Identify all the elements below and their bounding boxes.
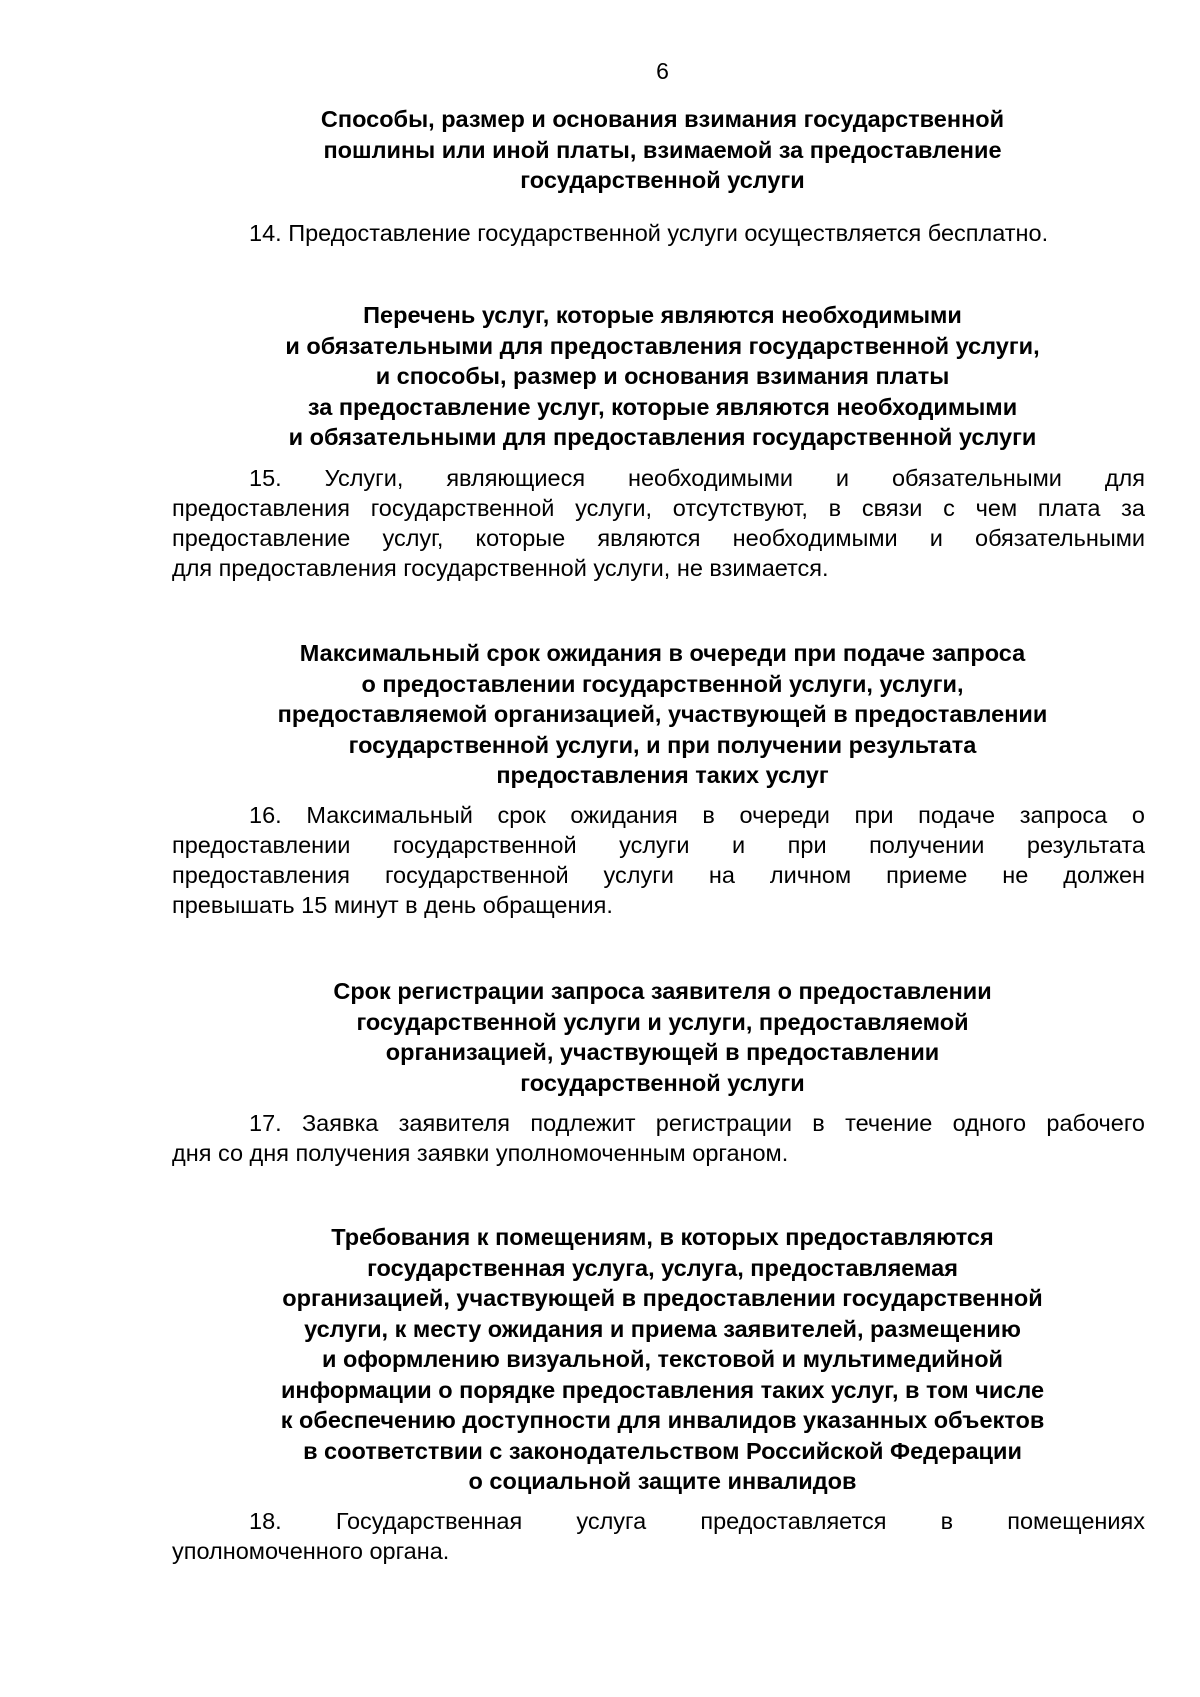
section-heading (180, 638, 1145, 791)
heading-line: Максимальный срок ожидания в очереди при подаче запроса (299, 640, 1026, 666)
heading-line: и способы, размер и основания взимания платы (375, 363, 950, 389)
paragraph-line: 18. Государственная услуга предоставляется в помещениях (249, 1508, 1145, 1534)
heading-line: к обеспечению доступности для инвалидов указанных объектов (280, 1407, 1045, 1433)
heading-line: организацией, участвующей в предоставлении государственной (282, 1285, 1043, 1311)
paragraph-line: предоставлении государственной услуги и при получении результата (172, 832, 1145, 858)
heading-line: Перечень услуг, которые являются необходимыми (363, 302, 962, 328)
heading-line: пошлины или иной платы, взимаемой за предоставление (323, 136, 1002, 163)
heading-line: государственной услуги (520, 167, 805, 193)
paragraph-line: 15. Услуги, являющиеся необходимыми и обязательными для (249, 465, 1145, 491)
paragraph-line: предоставления государственной услуги на личном приеме не должен (172, 862, 1145, 888)
paragraph-line: превышать 15 минут в день обращения. (172, 892, 613, 918)
section-paragraph (172, 1506, 1145, 1566)
paragraph-line: предоставления государственной услуги, отсутствуют, в связи с чем плата за (172, 495, 1145, 521)
section-heading (180, 1222, 1145, 1497)
heading-line: и обязательными для предоставления государственной услуги, (285, 332, 1040, 359)
heading-line: государственная услуга, услуга, предоставляемая (367, 1254, 958, 1281)
heading-line: и обязательными для предоставления государственной услуги (288, 424, 1037, 450)
heading-line: организацией, участвующей в предоставлении (385, 1039, 940, 1065)
paragraph-line: предоставление услуг, которые являются необходимыми и обязательными (172, 525, 1145, 551)
heading-line: и оформлению визуальной, текстовой и мультимедийной (322, 1346, 1003, 1372)
heading-line: о предоставлении государственной услуги, услуги, (361, 670, 964, 697)
heading-line: информации о порядке предоставления таких услуг, в том числе (280, 1376, 1045, 1403)
paragraph-line: для предоставления государственной услуги, не взимается. (172, 555, 829, 581)
heading-line: государственной услуги, и при получении результата (348, 731, 977, 758)
section-paragraph (172, 800, 1145, 920)
heading-line: Способы, размер и основания взимания государственной (320, 106, 1005, 132)
heading-line: услуги, к месту ожидания и приема заявителей, размещению (304, 1315, 1021, 1342)
section-heading (180, 300, 1145, 453)
section-paragraph (172, 218, 1145, 248)
paragraph-line: уполномоченного органа. (172, 1538, 450, 1564)
heading-line: за предоставление услуг, которые являются необходимыми (307, 393, 1018, 420)
page-number: 6 (656, 58, 669, 84)
heading-line: предоставления таких услуг (496, 762, 829, 788)
heading-line: предоставляемой организацией, участвующей в предоставлении (277, 701, 1048, 727)
heading-line: о социальной защите инвалидов (468, 1468, 857, 1494)
paragraph-line: дня со дня получения заявки уполномоченным органом. (172, 1140, 789, 1166)
heading-line: Требования к помещениям, в которых предоставляются (331, 1224, 994, 1250)
paragraph-line: 14. Предоставление государственной услуги осуществляется бесплатно. (249, 220, 1049, 246)
heading-line: государственной услуги (520, 1069, 805, 1096)
heading-line: государственной услуги и услуги, предоставляемой (356, 1008, 969, 1035)
heading-line: Срок регистрации запроса заявителя о предоставлении (333, 978, 992, 1004)
section-paragraph (172, 1108, 1145, 1168)
paragraph-line: 17. Заявка заявителя подлежит регистрации в течение одного рабочего (249, 1110, 1145, 1136)
heading-line: в соответствии с законодательством Российской Федерации (303, 1437, 1022, 1464)
paragraph-line: 16. Максимальный срок ожидания в очереди при подаче запроса о (249, 802, 1145, 828)
section-heading (180, 976, 1145, 1098)
section-heading (180, 104, 1145, 196)
section-paragraph (172, 463, 1145, 583)
